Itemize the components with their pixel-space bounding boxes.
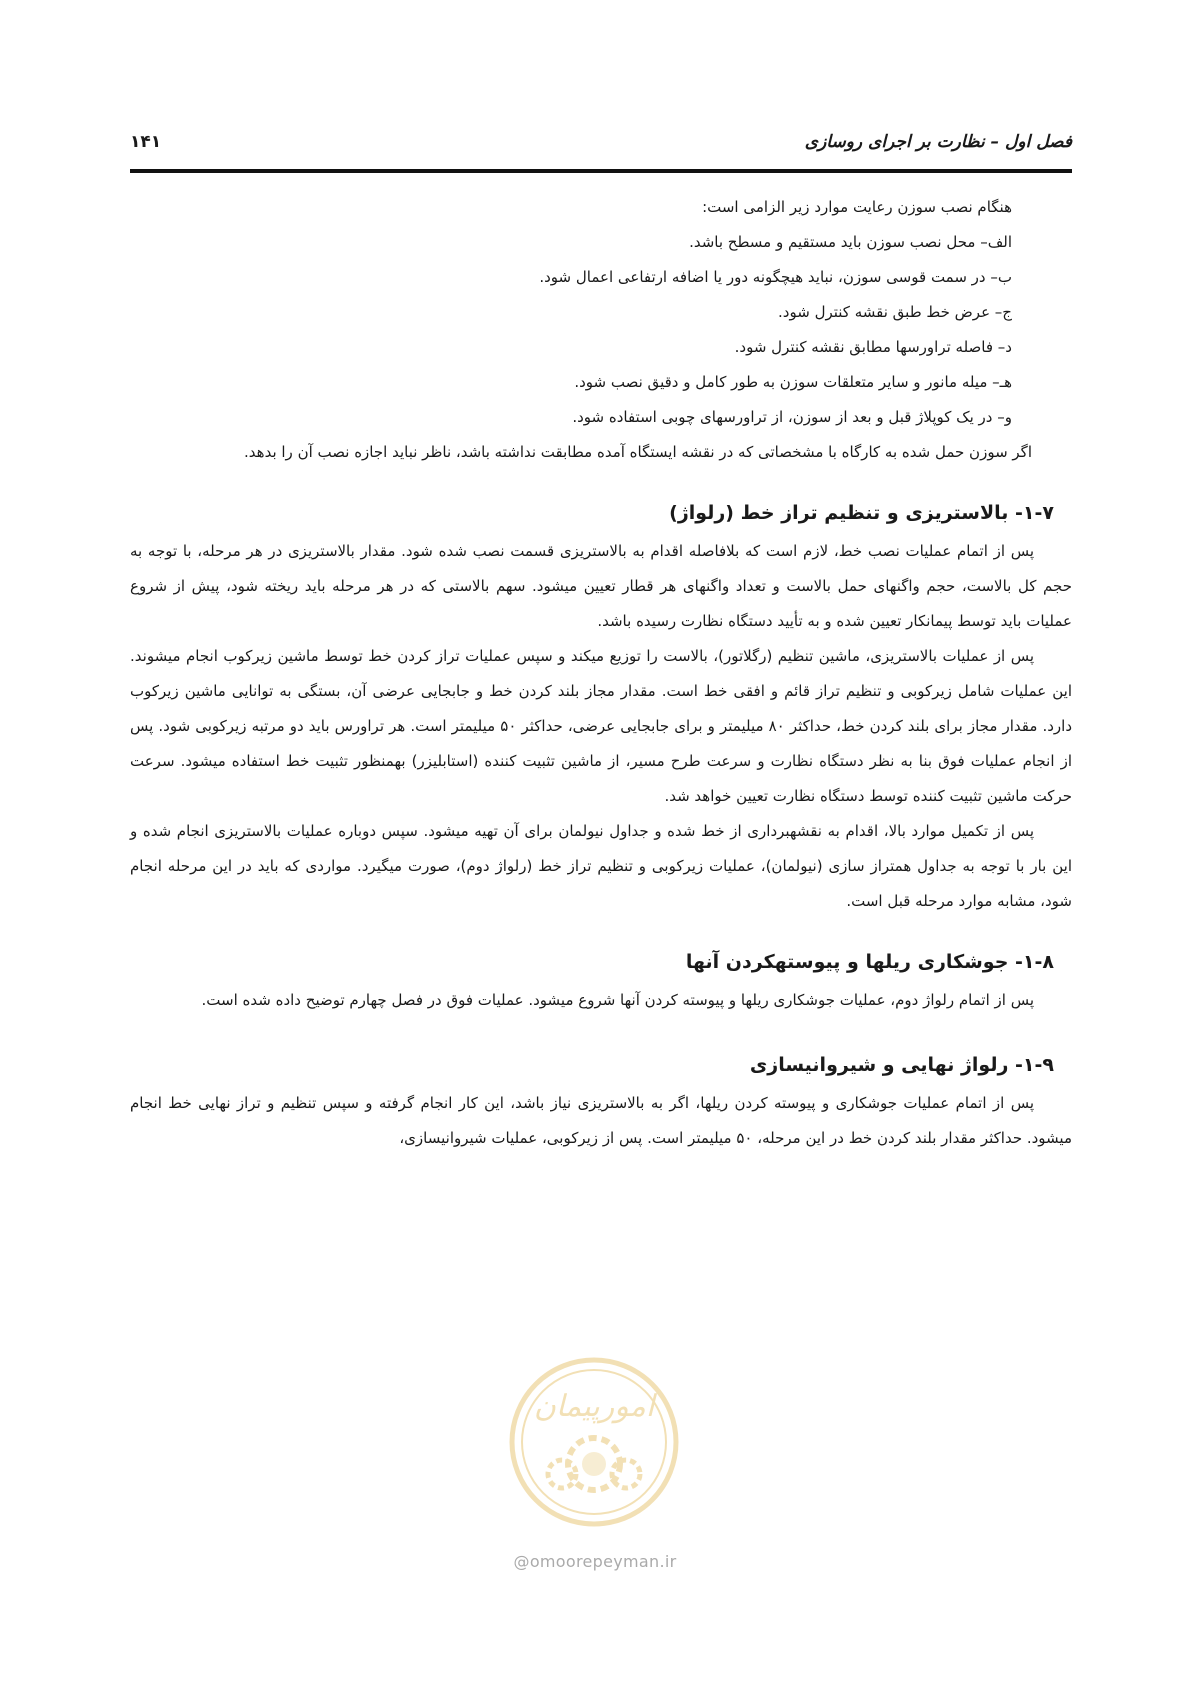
paragraph: پس از اتمام عملیات جوشکاری و پیوسته کردن ریلها، اگر به بالاستریزی نیاز باشد، این کار انجام گرفته و سپس تنظیم و تراز نهایی خط انجام میشود. حداکثر مقدار بلند کردن خط در این مرحله، ۵۰ میلیمتر است. پس از زیرکوبی، عملیات شیروانیسازی، (130, 1094, 1072, 1147)
intro-line: هـ– میله مانور و سایر متعلقات سوزن به طور کامل و دقیق نصب شود. (574, 373, 1012, 391)
intro-line: هنگام نصب سوزن رعایت موارد زیر الزامی است: (702, 198, 1012, 216)
intro-line: الف– محل نصب سوزن باید مستقیم و مسطح باشد. (689, 233, 1012, 251)
paragraph: پس از تکمیل موارد بالا، اقدام به نقشهبرداری از خط شده و جداول نیولمان برای آن تهیه میشود. سپس دوباره عملیات بالاستریزی انجام شده و این بار با توجه به جداول همتراز سازی (نیولمان)، عملیات زیرکوبی و تنظیم تراز خط (رلواژ دوم)، صورت میگیرد. مواردی که باید در این مرحله انجام شود، مشابه موارد مرحله قبل است. (130, 822, 1072, 910)
page-header (130, 126, 1072, 170)
page-body (130, 190, 1072, 1156)
intro-line: د– فاصله تراورسها مطابق نقشه کنترل شود. (734, 338, 1012, 356)
watermark-seal (506, 1354, 682, 1530)
paragraph: پس از عملیات بالاستریزی، ماشین تنظیم (رگلاتور)، بالاست را توزیع میکند و سپس عملیات تراز کردن خط توسط ماشین زیرکوب انجام میشوند. این عملیات شامل زیرکوبی و تنظیم تراز قائم و افقی خط است. مقدار مجاز بلند کردن خط و جابجایی عرضی آن، بستگی به توانایی ماشین زیرکوب دارد. مقدار مجاز برای بلند کردن خط، حداکثر ۸۰ میلیمتر و برای جابجایی عرضی، حداکثر ۵۰ میلیمتر است. هر تراورس باید دو مرتبه زیرکوبی شود. پس از انجام عملیات فوق بنا به نظر دستگاه نظارت و سرعت طرح مسیر، از ماشین تثبیت کننده (استابلیزر) بهمنظور تثبیت خط استفاده میشود. سرعت حرکت ماشین تثبیت کننده توسط دستگاه نظارت تعیین خواهد شد. (130, 647, 1072, 805)
page-number: ۱۴۱ (130, 132, 162, 152)
intro-line: ج– عرض خط طبق نقشه کنترل شود. (778, 303, 1012, 321)
intro-line: اگر سوزن حمل شده به کارگاه با مشخصاتی که در نقشه ایستگاه آمده مطابقت نداشته باشد، ناظر نباید اجازه نصب آن را بدهد. (244, 443, 1032, 461)
intro-line: و– در یک کوپلاژ قبل و بعد از سوزن، از تراورسهای چوبی استفاده شود. (572, 408, 1012, 426)
section-heading-ballast: ۱-۷- بالاستریزی و تنظیم تراز خط (رلواژ) (669, 502, 1054, 524)
paragraph: پس از اتمام عملیات نصب خط، لازم است که بلافاصله اقدام به بالاستریزی قسمت نصب شده شود. مقدار بالاستریزی در هر مرحله، با توجه به حجم کل بالاست، حجم واگنهای حمل بالاست و تعداد واگنهای هر قطار تعیین میشود. سهم بالاستی که در هر مرحله باید ریخته شود، پیش از شروع عملیات باید توسط پیمانکار تعیین شده و به تأیید دستگاه نظارت رسیده باشد. (130, 542, 1072, 630)
paragraph: پس از اتمام رلواژ دوم، عملیات جوشکاری ریلها و پیوسته کردن آنها شروع میشود. عملیات فوق در فصل چهارم توضیح داده شده است. (201, 991, 1034, 1009)
chapter-title: فصل اول – نظارت بر اجرای روسازی (804, 132, 1072, 152)
at-icon: @ (513, 1552, 530, 1571)
header-divider (130, 169, 1072, 173)
watermark-url: @omoorepeyman.ir (513, 1552, 677, 1571)
section-heading-final: ۱-۹- رلواژ نهایی و شیروانیسازی (749, 1054, 1054, 1076)
watermark-seal-text: امورپیمان (533, 1389, 655, 1424)
intro-line: ب– در سمت قوسی سوزن، نباید هیچگونه دور یا اضافه ارتفاعی اعمال شود. (539, 268, 1012, 286)
intro-list (130, 190, 1072, 470)
section-heading-welding: ۱-۸- جوشکاری ریلها و پیوستهکردن آنها (685, 951, 1054, 973)
